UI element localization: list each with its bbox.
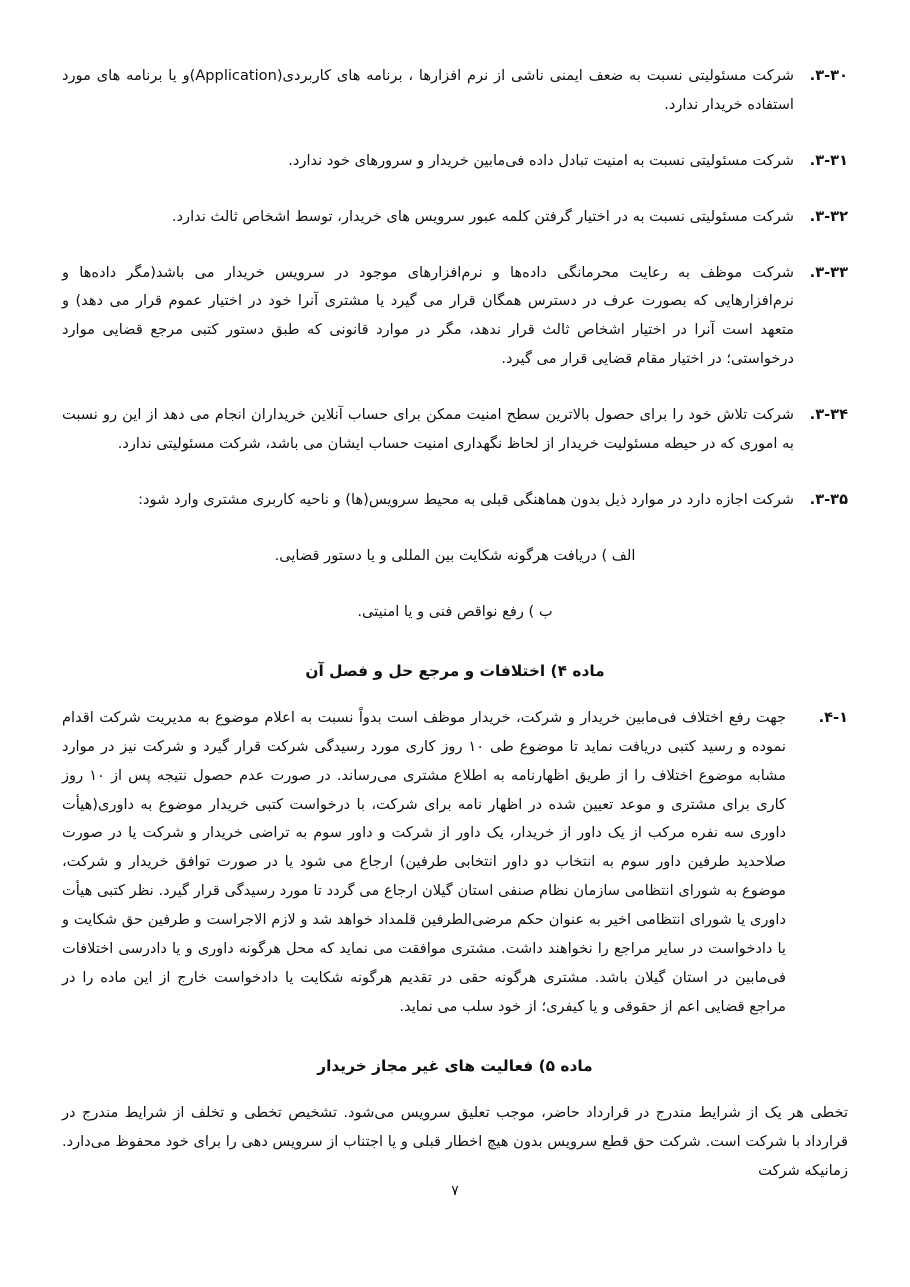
article-5-heading: ماده ۵) فعالیت های غیر مجاز خریدار [317,1056,593,1075]
spacer [62,476,848,486]
page-number: ۷ [451,1183,459,1199]
clause-number: ۳-۳۲. [809,207,848,225]
clause-row [62,147,848,176]
clause-text: شرکت موظف به رعایت محرمانگی داده‌ها و نرم‌افزارهای موجود در سرویس خریدار می باشد(مگر داده‌ها و نرم‌افزارهایی که بصورت عرف در دسترس همگان قرار می گیرد یا مشتری آنرا خود در اختیار عموم قرار می دهد) و متعهد است آنرا در اختیار اشخاص ثالث قرار ندهد، مگر در موارد قانونی که طبق دستور کتبی مرجع قضایی موارد درخواستی؛ در اختیار مقام قضایی قرار می گیرد. [62,263,794,368]
clause-number: ۳-۳۰. [809,67,848,84]
clause-row [62,62,848,120]
clause-row [62,203,848,232]
clause-text: جهت رفع اختلاف فی‌مابین خریدار و شرکت، خریدار موظف است بدواً نسبت به اعلام موضوع به مدیریت شرکت اقدام نموده و رسید کتبی دریافت نماید تا موضوع طی ۱۰ روز کاری مورد رسیدگی شرکت قرار گیرد و شرکت نیز در موارد مشابه موضوع اختلاف را از طریق اظهارنامه به اطلاع مشتری می‌رساند. در صورت عدم حصول نتیجه پس از ۱۰ روز کاری برای مشتری و موعد تعیین شده در اظهار نامه برای شرکت، با درخواست کتبی خریدار موضوع به داوری(هیأت داوری سه نفره مرکب از یک داور از خریدار، یک داور از شرکت و داور سوم به تراضی خریدار و شرکت یا در صورت صلاحدید طرفین داور سوم به انتخاب دو داور انتخابی طرفین) ارجاع می شود یا در صورت توافق خریدار و شرکت، موضوع به شورای انتظامی سازمان نظام صنفی استان گیلان ارجاع می گردد تا مورد رسیدگی قرار گیرد. نظر کتبی هیأت داوری یا شورای انتظامی اخیر به عنوان حکم مرضی‌الطرفین قلمداد خواهد شد و لازم الاجراست و طرفین حق شکایت و یا دادخواست در سایر مراجع را نخواهند داشت. مشتری موافقت می نماید که محل هرگونه داوری و یا دادرسی اختلافات فی‌مابین در استان گیلان باشد. مشتری هرگونه حقی در تقدیم هرگونه شکایت یا دادخواست خارج از این ماده را در مراجع قضایی اعم از حقوقی و یا کیفری؛ از خود سلب می نماید. [62,708,786,1015]
clause-text: شرکت اجازه دارد در موارد ذیل بدون هماهنگی قبلی به محیط سرویس(ها) و ناحیه کاربری مشتری وارد شود: [138,490,794,508]
subitem-alef: الف ) دریافت هرگونه شکایت بین المللی و یا دستور قضایی. [274,546,636,564]
spacer [62,532,848,542]
clause-text: شرکت تلاش خود را برای حصول بالاترین سطح امنیت ممکن برای حساب آنلاین خریداران انجام می دهد از این رو نسبت به اموری که در حیطه مسئولیت خریدار از لحاظ نگهداری امنیت حساب ایشان می باشد، شرکت مسئولیتی ندارد. [62,406,794,453]
clause-number: ۳-۳۱. [809,151,848,169]
clause-row [62,401,848,459]
clause-row [62,486,848,515]
subitem-be: ب ) رفع نواقص فنی و یا امنیتی. [357,602,553,620]
article-5-paragraph: تخطی هر یک از شرایط مندرج در قرارداد حاضر، موجب تعلیق سرویس می‌شود. تشخیص تخطی و تخلف از شرایط مندرج در قرارداد با شرکت است. شرکت حق قطع سرویس بدون هیچ اخطار قبلی و یا اجتناب از سرویس دهی را برای خود محفوظ می‌دارد. زمانیکه شرکت [62,1103,848,1179]
spacer [62,193,848,203]
clause-number: ۳-۳۳. [809,263,848,281]
spacer [62,588,848,598]
clause-number: ۴-۱. [818,708,848,726]
spacer [62,249,848,259]
document-body [62,62,848,1186]
spacer [62,391,848,401]
spacer [62,137,848,147]
clause-text: شرکت مسئولیتی نسبت به در اختیار گرفتن کلمه عبور سرویس های خریدار، توسط اشخاص ثالث ندارد. [171,207,794,225]
clause-text: شرکت مسئولیتی نسبت به ضعف ایمنی ناشی از نرم افزارها ، برنامه های کاربردی(Application)و یا برنامه های مورد استفاده خریدار ندارد. [62,67,794,113]
clause-number: ۳-۳۴. [809,406,848,424]
article-4-heading: ماده ۴) اختلافات و مرجع حل و فصل آن [305,661,605,680]
clause-text: شرکت مسئولیتی نسبت به امنیت تبادل داده فی‌مابین خریدار و سرورهای خود ندارد. [288,151,794,169]
clause-row [62,259,848,375]
clause-row [62,704,848,1022]
clause-number: ۳-۳۵. [809,490,848,508]
